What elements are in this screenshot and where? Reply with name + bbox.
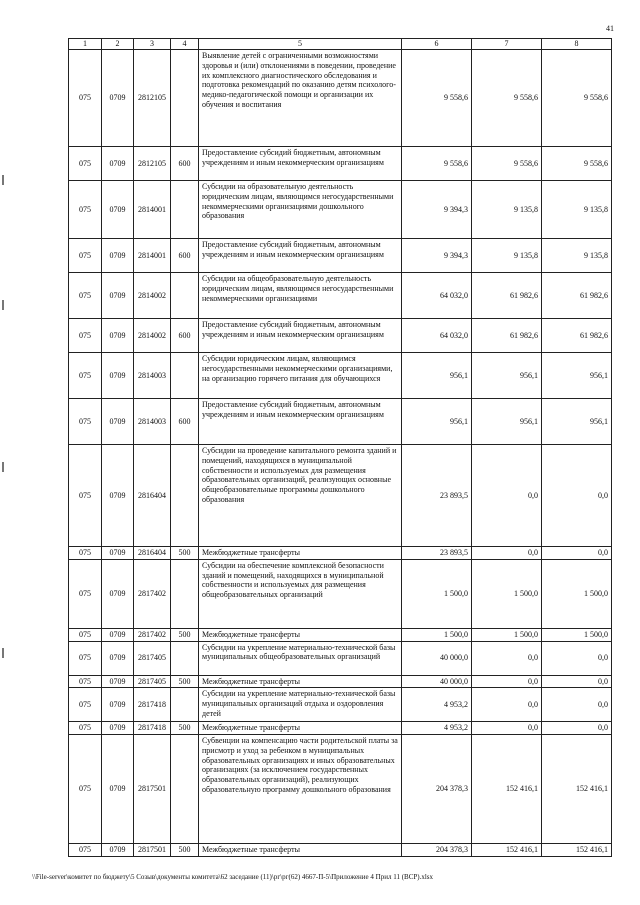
code-cell: 075 [69,273,102,319]
table-row [69,844,612,857]
amount-cell: 64 032,0 [402,273,472,319]
expense-type-cell: 600 [171,399,199,445]
section-cell: 0709 [102,319,134,353]
table-row [69,147,612,181]
table-row [69,181,612,239]
amount-cell: 61 982,6 [472,319,542,353]
column-header: 2 [102,39,134,50]
expense-type-cell [171,688,199,722]
column-header: 4 [171,39,199,50]
expense-type-cell [171,641,199,675]
target-article-cell: 2817405 [134,641,171,675]
amount-cell: 0,0 [472,722,542,735]
code-cell: 075 [69,688,102,722]
section-cell: 0709 [102,722,134,735]
description-cell: Субсидии на обеспечение комплексной безопасности зданий и помещений, находящихся в муниципальной собственности и используемых для размещения общеобразовательных организаций [199,559,402,628]
amount-cell: 61 982,6 [542,273,612,319]
amount-cell: 1 500,0 [402,559,472,628]
amount-cell: 9 558,6 [402,147,472,181]
amount-cell: 0,0 [472,547,542,560]
target-article-cell: 2817418 [134,688,171,722]
code-cell: 075 [69,641,102,675]
section-cell: 0709 [102,50,134,147]
code-cell: 075 [69,547,102,560]
code-cell: 075 [69,50,102,147]
amount-cell: 956,1 [402,399,472,445]
table-row [69,688,612,722]
expense-type-cell: 600 [171,147,199,181]
amount-cell: 64 032,0 [402,319,472,353]
expense-type-cell: 500 [171,547,199,560]
amount-cell: 40 000,0 [402,641,472,675]
section-cell: 0709 [102,641,134,675]
section-cell: 0709 [102,559,134,628]
column-header: 6 [402,39,472,50]
amount-cell: 152 416,1 [472,735,542,844]
amount-cell: 0,0 [542,688,612,722]
code-cell: 075 [69,239,102,273]
description-cell: Выявление детей с ограниченными возможностями здоровья и (или) отклонениями в поведении, проведение их комплексного диагностического обследования и подготовка рекомендаций по оказанию детям психолого-медико-педагогической помощи и организации их обучения и воспитания [199,50,402,147]
amount-cell: 0,0 [542,722,612,735]
section-cell: 0709 [102,399,134,445]
code-cell: 075 [69,844,102,857]
expense-type-cell [171,50,199,147]
target-article-cell: 2817418 [134,722,171,735]
amount-cell: 1 500,0 [472,559,542,628]
target-article-cell: 2812105 [134,50,171,147]
target-article-cell: 2814001 [134,181,171,239]
description-cell: Субвенции на компенсацию части родительской платы за присмотр и уход за ребенком в муниципальных образовательных организациях и иных образовательных организациях (за исключением государственных образовательных организаций), реализующих образовательную программу дошкольного образования [199,735,402,844]
amount-cell: 61 982,6 [542,319,612,353]
amount-cell: 0,0 [472,688,542,722]
table-row [69,559,612,628]
table-row [69,319,612,353]
expense-type-cell [171,353,199,399]
amount-cell: 61 982,6 [472,273,542,319]
description-cell: Субсидии на общеобразовательную деятельность юридическим лицам, являющимся негосударственными некоммерческими организациями [199,273,402,319]
section-cell: 0709 [102,445,134,547]
target-article-cell: 2816404 [134,445,171,547]
amount-cell: 1 500,0 [402,628,472,641]
section-cell: 0709 [102,675,134,688]
expense-type-cell [171,559,199,628]
amount-cell: 152 416,1 [542,735,612,844]
amount-cell: 9 135,8 [472,181,542,239]
section-cell: 0709 [102,547,134,560]
scan-edge-mark [2,462,4,472]
section-cell: 0709 [102,181,134,239]
description-cell: Предоставление субсидий бюджетным, автономным учреждениям и иным некоммерческим организациям [199,399,402,445]
amount-cell: 1 500,0 [542,559,612,628]
scan-edge-mark [2,300,4,310]
amount-cell: 152 416,1 [542,844,612,857]
amount-cell: 152 416,1 [472,844,542,857]
amount-cell: 0,0 [542,675,612,688]
amount-cell: 9 394,3 [402,181,472,239]
amount-cell: 9 558,6 [542,147,612,181]
amount-cell: 9 135,8 [472,239,542,273]
amount-cell: 9 558,6 [472,50,542,147]
description-cell: Межбюджетные трансферты [199,844,402,857]
target-article-cell: 2814002 [134,319,171,353]
table-row [69,445,612,547]
code-cell: 075 [69,628,102,641]
amount-cell: 9 394,3 [402,239,472,273]
amount-cell: 1 500,0 [542,628,612,641]
amount-cell: 9 558,6 [542,50,612,147]
section-cell: 0709 [102,353,134,399]
amount-cell: 9 558,6 [402,50,472,147]
code-cell: 075 [69,319,102,353]
amount-cell: 956,1 [472,399,542,445]
section-cell: 0709 [102,273,134,319]
code-cell: 075 [69,399,102,445]
description-cell: Субсидии на укрепление материально-технической базы муниципальных общеобразовательных организаций [199,641,402,675]
expense-type-cell: 500 [171,675,199,688]
amount-cell: 40 000,0 [402,675,472,688]
target-article-cell: 2817501 [134,735,171,844]
amount-cell: 0,0 [542,641,612,675]
file-path-footer: \\File-server\комитет по бюджету\5 Созыв\документы комитета\62 заседание (11)\рг\рг(62) 4667-П-5\Приложение 4 Прил 11 (ВСР).xlsx [32,873,433,881]
description-cell: Субсидии на проведение капитального ремонта зданий и помещений, находящихся в муниципальной собственности и используемых для размещения образовательных организаций, реализующих основные общеобразовательные программы дошкольного образования [199,445,402,547]
page-number: 41 [606,24,614,33]
code-cell: 075 [69,181,102,239]
column-header: 7 [472,39,542,50]
description-cell: Субсидии на укрепление материально-технической базы муниципальных организаций отдыха и оздоровления детей [199,688,402,722]
amount-cell: 0,0 [472,445,542,547]
table-row [69,353,612,399]
table-row [69,641,612,675]
budget-table [68,38,612,857]
target-article-cell: 2817402 [134,628,171,641]
code-cell: 075 [69,675,102,688]
amount-cell: 0,0 [542,445,612,547]
code-cell: 075 [69,353,102,399]
amount-cell: 23 893,5 [402,547,472,560]
description-cell: Межбюджетные трансферты [199,722,402,735]
column-header: 8 [542,39,612,50]
target-article-cell: 2817402 [134,559,171,628]
column-header: 5 [199,39,402,50]
target-article-cell: 2814001 [134,239,171,273]
section-cell: 0709 [102,147,134,181]
description-cell: Субсидии на образовательную деятельность юридическим лицам, являющимся негосударственными некоммерческими организациями дошкольного образования [199,181,402,239]
description-cell: Предоставление субсидий бюджетным, автономным учреждениям и иным некоммерческим организациям [199,319,402,353]
section-cell: 0709 [102,844,134,857]
table-row [69,547,612,560]
expense-type-cell: 500 [171,844,199,857]
code-cell: 075 [69,735,102,844]
amount-cell: 0,0 [542,547,612,560]
header-row [69,39,612,50]
target-article-cell: 2817405 [134,675,171,688]
description-cell: Межбюджетные трансферты [199,628,402,641]
expense-type-cell [171,273,199,319]
amount-cell: 23 893,5 [402,445,472,547]
amount-cell: 4 953,2 [402,722,472,735]
section-cell: 0709 [102,735,134,844]
amount-cell: 956,1 [402,353,472,399]
column-header: 3 [134,39,171,50]
amount-cell: 204 378,3 [402,844,472,857]
target-article-cell: 2814003 [134,353,171,399]
expense-type-cell: 500 [171,628,199,641]
target-article-cell: 2814003 [134,399,171,445]
table-row [69,399,612,445]
scan-edge-mark [2,175,4,185]
target-article-cell: 2814002 [134,273,171,319]
amount-cell: 956,1 [542,399,612,445]
target-article-cell: 2812105 [134,147,171,181]
code-cell: 075 [69,722,102,735]
expense-type-cell: 600 [171,239,199,273]
amount-cell: 9 135,8 [542,239,612,273]
section-cell: 0709 [102,688,134,722]
expense-type-cell [171,181,199,239]
amount-cell: 204 378,3 [402,735,472,844]
amount-cell: 1 500,0 [472,628,542,641]
amount-cell: 9 558,6 [472,147,542,181]
target-article-cell: 2816404 [134,547,171,560]
code-cell: 075 [69,445,102,547]
table-row [69,239,612,273]
table-row [69,50,612,147]
expense-type-cell: 600 [171,319,199,353]
expense-type-cell: 500 [171,722,199,735]
amount-cell: 956,1 [472,353,542,399]
table-row [69,675,612,688]
description-cell: Предоставление субсидий бюджетным, автономным учреждениям и иным некоммерческим организациям [199,147,402,181]
scan-edge-mark [2,648,4,658]
expense-type-cell [171,735,199,844]
amount-cell: 0,0 [472,641,542,675]
description-cell: Межбюджетные трансферты [199,675,402,688]
code-cell: 075 [69,147,102,181]
table-row [69,735,612,844]
section-cell: 0709 [102,239,134,273]
column-header: 1 [69,39,102,50]
table-row [69,273,612,319]
amount-cell: 0,0 [472,675,542,688]
table-row [69,722,612,735]
amount-cell: 9 135,8 [542,181,612,239]
expense-type-cell [171,445,199,547]
description-cell: Предоставление субсидий бюджетным, автономным учреждениям и иным некоммерческим организациям [199,239,402,273]
description-cell: Субсидии юридическим лицам, являющимся негосударственными некоммерческими организациями, на организацию горячего питания для обучающихся [199,353,402,399]
target-article-cell: 2817501 [134,844,171,857]
description-cell: Межбюджетные трансферты [199,547,402,560]
amount-cell: 4 953,2 [402,688,472,722]
table-row [69,628,612,641]
code-cell: 075 [69,559,102,628]
amount-cell: 956,1 [542,353,612,399]
section-cell: 0709 [102,628,134,641]
